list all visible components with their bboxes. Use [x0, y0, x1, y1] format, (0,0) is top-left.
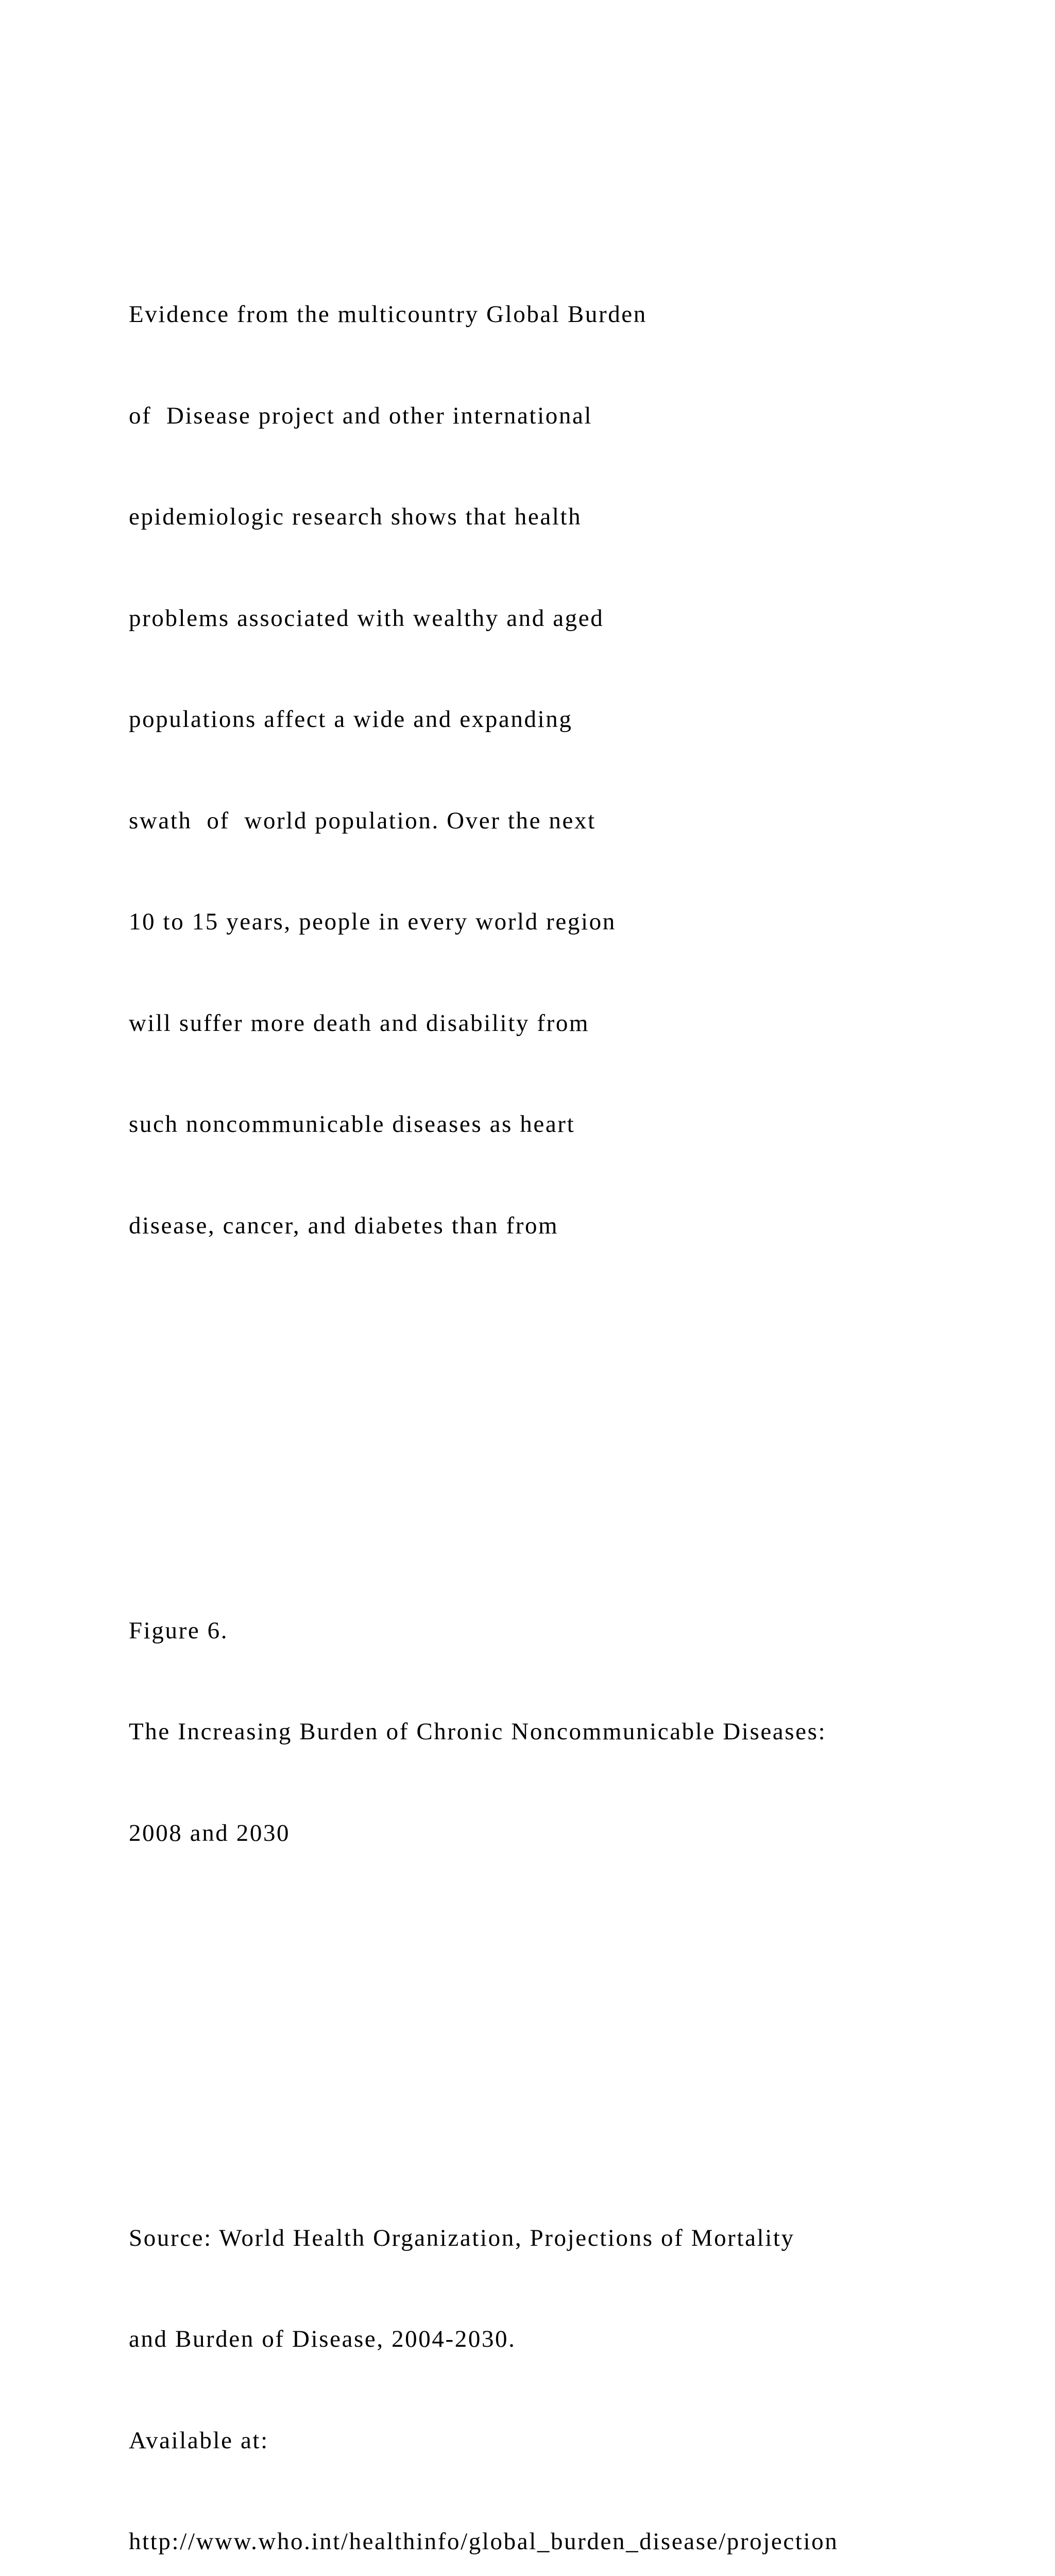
- paragraph-line: disease, cancer, and diabetes than from: [129, 1209, 1035, 1243]
- paragraph-line: populations affect a wide and expanding: [129, 703, 1035, 737]
- paragraph-line: epidemiologic research shows that health: [129, 500, 1035, 534]
- paragraph-line: problems associated with wealthy and aged: [129, 602, 1035, 636]
- source-url: http://www.who.int/healthinfo/global_burden_disease/projection: [129, 2525, 1035, 2559]
- paragraph-line: swath of world population. Over the next: [129, 804, 1035, 838]
- figure-title-continued: 2008 and 2030: [129, 1817, 1035, 1851]
- document-page: [129, 163, 1035, 2576]
- paragraph-line: 10 to 15 years, people in every world region: [129, 905, 1035, 939]
- source-line: Available at:: [129, 2424, 1035, 2458]
- paragraph-line: Evidence from the multicountry Global Burden: [129, 298, 1035, 332]
- figure-caption: [129, 1547, 1035, 1918]
- source-citation: [129, 2154, 1035, 2576]
- paragraph-line: of Disease project and other international: [129, 399, 1035, 433]
- paragraph-line: will suffer more death and disability from: [129, 1007, 1035, 1041]
- source-line: and Burden of Disease, 2004-2030.: [129, 2323, 1035, 2357]
- spacer: [129, 2019, 1035, 2053]
- body-paragraph: [129, 230, 1035, 1310]
- figure-label: Figure 6.: [129, 1614, 1035, 1648]
- figure-title: The Increasing Burden of Chronic Noncommunicable Diseases:: [129, 1715, 1035, 1749]
- source-line: Source: World Health Organization, Projections of Mortality: [129, 2222, 1035, 2256]
- paragraph-line: such noncommunicable diseases as heart: [129, 1108, 1035, 1142]
- spacer: [129, 1412, 1035, 1446]
